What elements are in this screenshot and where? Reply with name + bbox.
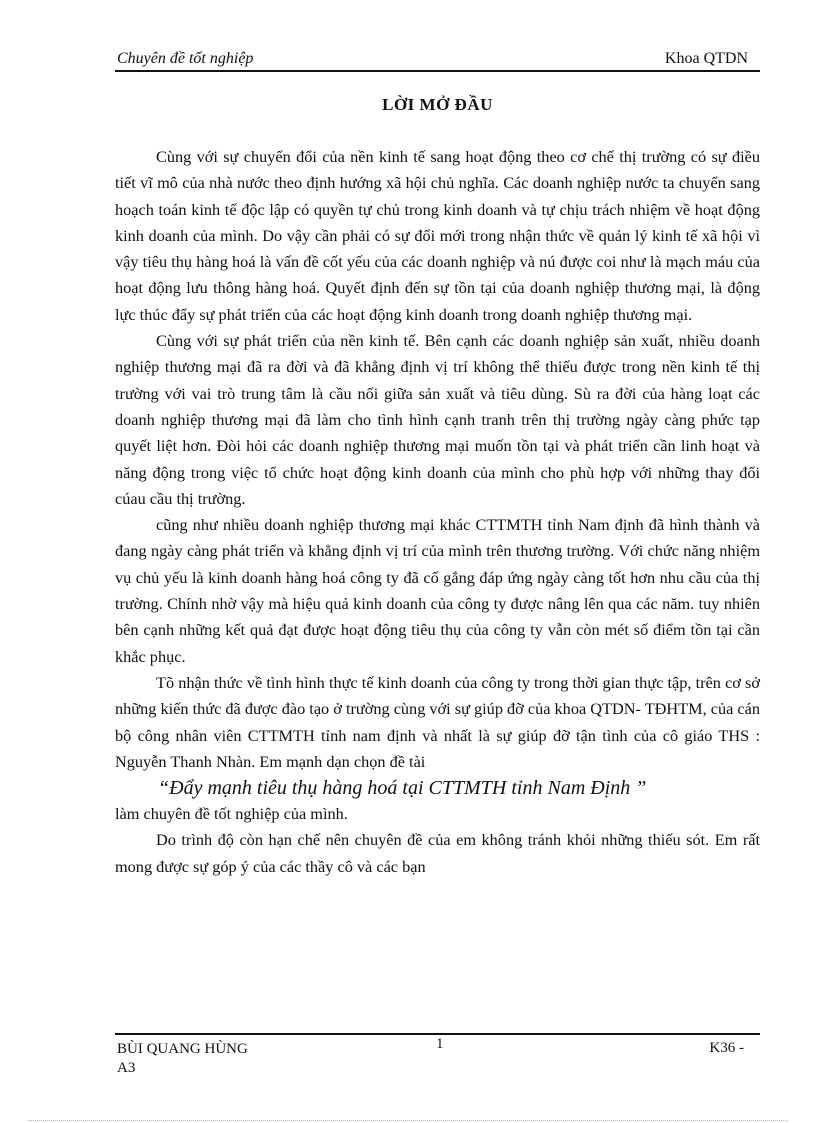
header-document-type: Chuyên đề tốt nghiệp bbox=[117, 50, 254, 67]
paragraph: làm chuyên đề tốt nghiệp của mình. bbox=[115, 804, 348, 824]
footer-rule bbox=[115, 1033, 760, 1035]
paragraph: Cùng với sự chuyển đổi của nền kinh tế sang hoạt động theo cơ chế thị trường có sự điều tiết vĩ mô của nhà nước theo định hướng xã hội chủ nghĩa. Các doanh nghiệp nước ta chuyển sang hoạch toán kinh tế độc lập có quyền tự chủ trong kinh doanh và tự chịu trách nhiệm về hoạt động kinh doanh của mình. Do vậy cần phải có sự đổi mới trong nhận thức về quản lý kinh tế xã hội vì vậy tiêu thụ hàng hoá là vấn đề cốt yếu của các doanh nghiệp và nú được coi như là mạch máu của hoạt động lưu thông hàng hoá. Quyết định đến sự tồn tại của doanh nghiệp thương mại, là động lực thúc đẩy sự phát triển của các hoạt động kinh doanh trong doanh nghiệp thương mại. bbox=[115, 147, 760, 324]
paragraph: Cùng với sự phát triển của nền kinh tế. Bên cạnh các doanh nghiệp sản xuất, nhiều doanh nghiệp thương mại đã ra đời và đã khẳng định vị trí không thể thiếu được trong nền kinh tế thị trường với vai trò trung tâm là cầu nối giữa sản xuất và tiêu dùng. Sù ra đời của hàng loạt các doanh nghiệp thương mại đã làm cho tình hình cạnh tranh trên thị trường ngày càng phức tạp quyết liệt hơn. Đòi hỏi các doanh nghiệp thương mại muốn tồn tại và phát triển cần linh hoạt và năng động trong việc tổ chức hoạt động kinh doanh của mình cho phù hợp với những thay đổi cúau cầu thị trường. bbox=[115, 331, 760, 508]
footer-author-class: A3 bbox=[117, 1060, 136, 1076]
paragraph: Tõ nhận thức về tình hình thực tế kinh doanh của công ty trong thời gian thực tập, trên cơ sở những kiến thức đã được đào tạo ở trường cùng với sự giúp đỡ của khoa QTDN- TĐHTM, của cán bộ công nhân viên CTTMTH tỉnh nam định và nhất là sự giúp đỡ tận tình của cô giáo THS : Nguyễn Thanh Nhàn. Em mạnh dạn chọn đề tài bbox=[115, 672, 760, 771]
document-body bbox=[115, 144, 760, 880]
paragraph: cũng như nhiều doanh nghiệp thương mại khác CTTMTH tỉnh Nam định đã hình thành và đang ngày càng phát triển và khẳng định vị trí của mình trên thương trường. Với chức năng nhiệm vụ chủ yếu là kinh doanh hàng hoá công ty đã cố gắng đáp ứng ngày càng tốt hơn nhu cầu của thị trường. Chính nhờ vậy mà hiệu quả kinh doanh của công ty được nâng lên qua các năm. tuy nhiên bên cạnh những kết quả đạt được hoạt động tiêu thụ của công ty vẫn còn mét số điểm tồn tại cần khắc phục. bbox=[115, 515, 760, 666]
page-bottom-border bbox=[28, 1120, 788, 1121]
footer-cohort: K36 - bbox=[709, 1040, 744, 1056]
header-faculty: Khoa QTDN bbox=[664, 50, 748, 67]
footer-author bbox=[117, 1040, 248, 1078]
footer-author-name: BÙI QUANG HÙNG bbox=[117, 1041, 248, 1057]
page-number: 1 bbox=[436, 1036, 444, 1052]
thesis-title: “Đẩy mạnh tiêu thụ hàng hoá tại CTTMTH tỉnh Nam Định ” bbox=[158, 777, 647, 800]
page-title: LỜI MỞ ĐẦU bbox=[382, 95, 493, 114]
closing-paragraph: Do trình độ còn hạn chế nên chuyên đề của em không tránh khỏi những thiếu sót. Em rất mong được sự góp ý của các thầy cô và các bạn bbox=[115, 830, 760, 876]
header-rule bbox=[115, 70, 760, 72]
